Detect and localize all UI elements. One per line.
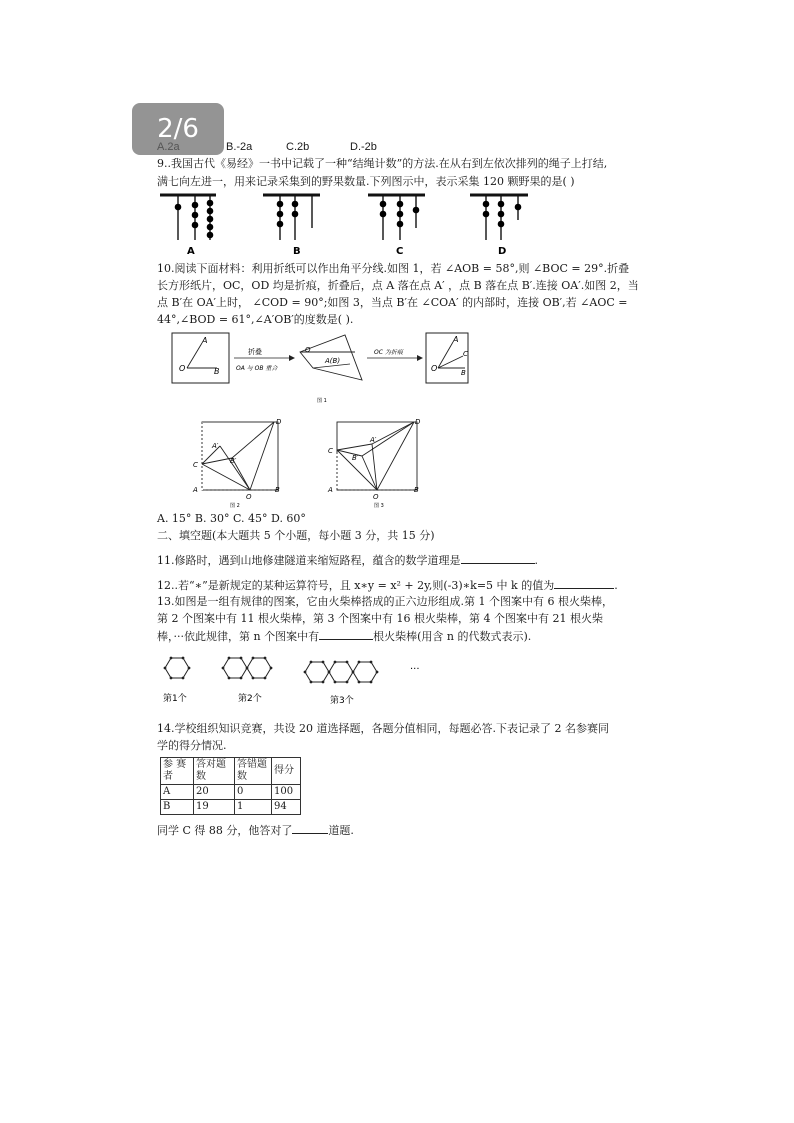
svg-text:O: O [246,493,252,501]
q14-after-a: 同学 C 得 88 分，他答对了 [157,824,293,837]
q13-line3-a: 棒，···依此规律，第 n 个图案中有 [157,630,320,643]
table-row [161,785,301,800]
knot-label-b: B [293,246,301,256]
svg-text:A: A [193,486,198,494]
q14-after [157,823,354,838]
table-cell: 100 [272,785,301,800]
svg-text:A: A [328,486,333,494]
knot-option-c [368,195,425,256]
knot-option-a [160,195,216,256]
svg-text:A′: A′ [370,436,377,444]
q8-option-d: D.-2b [350,141,377,153]
svg-text:B: B [214,367,220,376]
header-cell: 参 赛者 [161,758,194,785]
q13-line2: 第 2 个图案中有 11 根火柴棒，第 3 个图案中有 16 根火柴棒，第 4 个图案中有 21 根火柴 [157,612,603,625]
fig1-caption: 图 1 [317,398,327,404]
svg-text:A: A [453,335,459,344]
q14-line1: 14.学校组织知识竞赛，共设 20 道选择题，各题分值相同，每题必答.下表记录了 2 名参赛同 [157,722,609,735]
svg-text:C: C [193,461,198,469]
hexagon-label-3: 第3个 [330,696,354,706]
svg-text:C: C [328,447,333,455]
q11-text: 11.修路时，遇到山地修建隧道来缩短路程，蕴含的数学道理是 [157,554,461,567]
table-row [161,800,301,815]
table-cell: 0 [235,785,272,800]
svg-text:O: O [373,493,379,501]
table-cell: 94 [272,800,301,815]
fold-figure-1 [165,330,475,408]
section-2-heading: 二、填空题(本大题共 5 个小题，每小题 3 分，共 15 分) [157,529,435,542]
q9-line1: 9..我国古代《易经》一书中记载了一种“结绳计数”的方法.在从右到左依次排列的绳子上打结, [157,157,608,170]
page-indicator-badge: 2/6 [132,103,224,155]
svg-text:B′: B′ [230,457,237,465]
q10-line3: 点 B′在 OA′上时， ∠COD = 90°;如图 3，当点 B′在 ∠COA′ 的内部时，连接 OB′,若 ∠AOC = [157,296,628,309]
q14-after-b: 道题. [328,824,354,837]
q8-option-c: C.2b [286,141,310,153]
header-cell: 答对题数 [194,758,235,785]
knot-label-a: A [187,246,195,256]
svg-text:B: B [414,486,419,494]
q12-end: . [614,579,618,592]
fig1-arrow1-top: 折叠 [248,348,262,356]
score-table-header [161,758,301,785]
svg-text:C: C [463,350,468,358]
svg-text:D: D [415,418,421,426]
header-cell: 答错题数 [235,758,272,785]
fold-figure-2 [186,414,291,510]
q10-line4: 44°,∠BOD = 61°,∠A′OB′的度数是( ). [157,313,354,326]
fold-figure-3 [322,414,427,510]
q13-blank[interactable] [319,629,373,640]
hexagon-label-2: 第2个 [238,694,262,704]
q11-blank[interactable] [461,553,535,564]
q13-line3-b: 根火柴棒(用含 n 的代数式表示). [373,630,532,643]
q13-line1: 13.如图是一组有规律的图案，它由火柴棒搭成的正六边形组成.第 1 个图案中有 6 根火柴棒， [157,595,613,608]
svg-text:B: B [275,486,280,494]
svg-text:O: O [431,364,438,373]
table-cell: 19 [194,800,235,815]
q10-line1: 10.阅读下面材料：利用折纸可以作出角平分线.如图 1，若 ∠AOB = 58°,则 ∠BOC = 29°.折叠 [157,262,630,275]
svg-text:D: D [276,418,282,426]
hexagon-pattern-1 [165,658,189,678]
hexagon-pattern-3 [305,662,377,682]
knot-label-d: D [498,246,507,256]
knot-counting-figure [150,190,550,256]
q9-line2: 满七向左进一，用来记录采集到的野果数量.下列图示中，表示采集 120 颗野果的是( ) [157,175,575,188]
table-cell: 20 [194,785,235,800]
svg-text:B′: B′ [352,454,359,462]
q8-option-a: A.2a [157,141,180,153]
table-cell: B [161,800,194,815]
fig1-arrow2-top: OC 为折痕 [374,349,403,356]
svg-text:B: B [461,369,466,377]
hexagon-label-1: 第1个 [163,694,187,704]
q12-blank[interactable] [554,578,614,589]
svg-text:O: O [305,346,311,354]
q11-end: . [534,554,538,567]
knot-option-b [263,195,320,256]
svg-text:A: A [202,336,208,345]
knot-option-d [470,195,528,256]
q8-option-b: B.-2a [226,141,253,153]
score-table [160,757,301,815]
q13-line3 [157,629,531,644]
fig2-caption: 图 2 [230,503,240,509]
hexagon-pattern-figure [155,646,435,708]
q14-line2: 学的得分情况. [157,739,227,752]
header-cell: 得分 [272,758,301,785]
fig1-arrow1-bottom: OA 与 OB 重合 [236,365,278,372]
hexagon-ellipsis: ··· [410,664,420,675]
svg-text:O: O [179,364,186,373]
table-cell: 1 [235,800,272,815]
knot-label-c: C [396,246,404,256]
svg-text:A(B): A(B) [325,357,341,365]
table-cell: A [161,785,194,800]
q11 [157,553,538,568]
svg-text:A′: A′ [212,442,219,450]
q12-text: 12..若“∗”是新规定的某种运算符号，且 x∗y = x² + 2y,则(-3)∗k=5 中 k 的值为 [157,579,555,592]
q10-options: A. 15° B. 30° C. 45° D. 60° [157,512,306,525]
q14-blank[interactable] [292,823,328,834]
q12 [157,578,618,593]
fig3-caption: 图 3 [374,503,384,509]
q10-line2: 长方形纸片，OC，OD 均是折痕，折叠后，点 A 落在点 A′ ，点 B 落在点 B′.连接 OA′.如图 2，当 [157,279,639,292]
